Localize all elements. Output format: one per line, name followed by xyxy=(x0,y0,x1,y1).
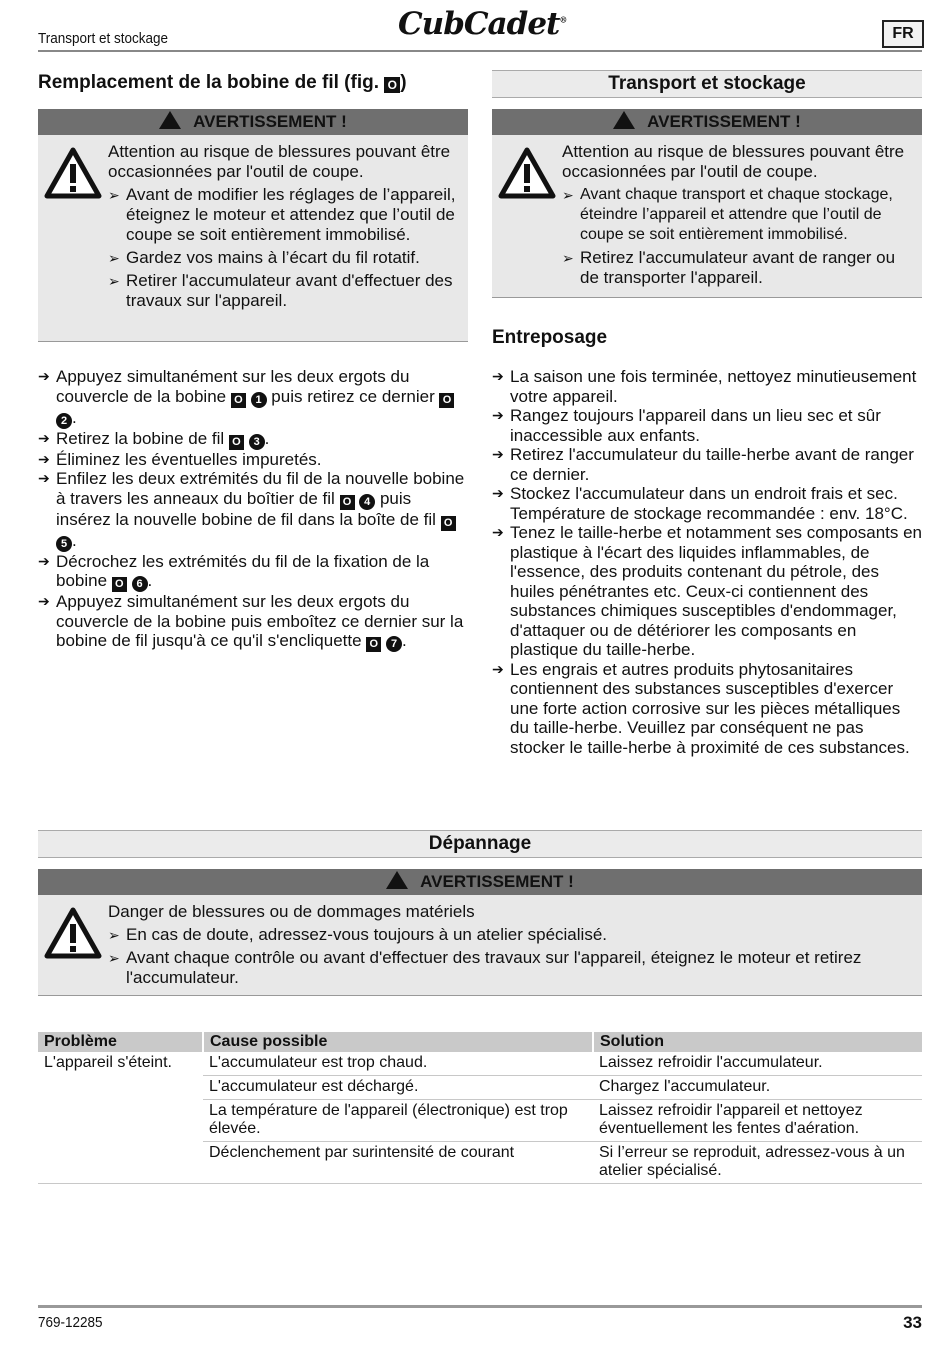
arrow-icon: ➔ xyxy=(492,660,504,677)
step-item: ➔ La saison une fois terminée, nettoyez minutieusement votre appareil. xyxy=(492,367,917,406)
callout-number: 3 xyxy=(249,434,265,450)
cause-cell: L'accumulateur est trop chaud. xyxy=(203,1052,593,1076)
arrow-icon: ➔ xyxy=(38,429,50,446)
table-row xyxy=(38,1052,922,1076)
warning-triangle-icon xyxy=(44,907,102,959)
troubleshooting-table xyxy=(38,1032,922,1184)
warning-header: AVERTISSEMENT ! xyxy=(38,869,922,895)
warning-item: ➢ En cas de doute, adressez-vous toujours à un atelier spécialisé. xyxy=(108,925,908,945)
step-item: ➔ Retirez la bobine de fil O 3 . xyxy=(38,428,270,448)
arrow-icon: ➔ xyxy=(38,552,50,569)
running-header: Transport et stockage xyxy=(38,30,169,47)
subsection-title-storage: Entreposage xyxy=(492,327,608,348)
warning-triangle-icon xyxy=(44,147,102,199)
column-header: Cause possible xyxy=(203,1032,593,1052)
warning-intro: Danger de blessures ou de dommages matériels xyxy=(108,902,475,921)
step-item: ➔ Enfilez les deux extrémités du fil de la nouvelle bobine à travers les anneaux du boîtier de fil O 4 puis insérez la nouvelle bobine de fil dans la boîte de fil O 5 . xyxy=(38,469,465,550)
warning-body xyxy=(492,135,922,298)
step-item: ➔ Décrochez les extrémités du fil de la fixation de la bobine O 6 . xyxy=(38,551,430,590)
figure-ref: O xyxy=(340,495,355,510)
warning-intro: Attention au risque de blessures pouvant être occasionnées par l'outil de coupe. xyxy=(108,142,451,181)
step-item: ➔ Éliminez les éventuelles impuretés. xyxy=(38,449,322,469)
solution-cell: Si l’erreur se reproduit, adressez-vous à un atelier spécialisé. xyxy=(593,1142,922,1184)
section-title-transport: Transport et stockage xyxy=(492,70,922,98)
warning-item: ➢ Avant chaque transport et chaque stockage, éteindre l’appareil et attendre que l’outil de coupe se soit entièrement immobilisé. xyxy=(562,185,917,245)
arrow-icon: ➔ xyxy=(492,446,504,462)
callout-number: 1 xyxy=(251,392,267,408)
document-number: 769-12285 xyxy=(38,1314,103,1331)
warning-item: ➢ Gardez vos mains à l’écart du fil rotatif. xyxy=(108,248,458,268)
warning-icon xyxy=(386,871,408,889)
page-number: 33 xyxy=(903,1313,922,1332)
table-header-row xyxy=(38,1032,922,1052)
warning-header: AVERTISSEMENT ! xyxy=(492,109,922,135)
arrow-icon: ➔ xyxy=(38,450,50,467)
step-item: ➔ Rangez toujours l'appareil dans un lieu sec et sûr inaccessible aux enfants. xyxy=(492,406,881,445)
callout-number: 7 xyxy=(386,636,402,652)
solution-cell: Chargez l'accumulateur. xyxy=(593,1076,922,1100)
warning-box-right xyxy=(492,109,922,298)
figure-ref: O xyxy=(439,393,454,408)
warning-triangle-icon xyxy=(498,147,556,199)
warning-item: ➢ Retirez l'accumulateur avant de ranger ou de transporter l'appareil. xyxy=(562,248,917,288)
arrow-icon: ➔ xyxy=(492,407,504,423)
warning-intro: Attention au risque de blessures pouvant être occasionnées par l'outil de coupe. xyxy=(562,142,905,181)
warning-icon xyxy=(613,111,635,129)
figure-ref: O xyxy=(112,577,127,592)
step-item: ➔ Stockez l'accumulateur dans un endroit frais et sec. Température de stockage recommandée : env. 18°C. xyxy=(492,484,908,523)
step-item: ➔ Tenez le taille-herbe et notamment ses composants en plastique à l'écart des liquides inflammables, de l'essence, des produits contenant du pétrole, des huiles pénétrantes etc. Ceux-ci contiennent des substances chimiques susceptibles d'endommager, d'attaquer ou de détériorer les composants en plastique du taille-herbe. xyxy=(492,523,923,659)
spool-steps xyxy=(38,367,468,652)
solution-cell: Laissez refroidir l'appareil et nettoyez éventuellement les fentes d'aération. xyxy=(593,1100,922,1142)
step-item: ➔ Appuyez simultanément sur les deux ergots du couvercle de la bobine O 1 puis retirez ce dernier O 2 . xyxy=(38,367,468,429)
column-header: Problème xyxy=(38,1032,203,1052)
language-badge: FR xyxy=(882,20,924,48)
warning-item: ➢ Avant chaque contrôle ou avant d'effectuer des travaux sur l'appareil, éteignez le moteur et retirez l'accumulateur. xyxy=(108,948,908,988)
warning-box-left xyxy=(38,109,468,342)
figure-ref: O xyxy=(441,516,456,531)
header-rule xyxy=(38,50,922,52)
problem-cell: L'appareil s'éteint. xyxy=(38,1052,203,1184)
figure-ref: O xyxy=(384,77,400,93)
callout-number: 5 xyxy=(56,536,72,552)
column-header: Solution xyxy=(593,1032,922,1052)
figure-ref: O xyxy=(229,435,244,450)
cause-cell: Déclenchement par surintensité de courant xyxy=(203,1142,593,1184)
cause-cell: La température de l'appareil (électronique) est trop élevée. xyxy=(203,1100,593,1142)
warning-header: AVERTISSEMENT ! xyxy=(38,109,468,135)
figure-ref: O xyxy=(231,393,246,408)
warning-body xyxy=(38,895,922,996)
arrow-icon: ➔ xyxy=(38,368,50,384)
warning-item: ➢ Retirer l'accumulateur avant d'effectuer des travaux sur l'appareil. xyxy=(108,271,458,311)
arrow-icon: ➔ xyxy=(38,593,50,609)
warning-icon xyxy=(159,111,181,129)
callout-number: 4 xyxy=(359,494,375,510)
callout-number: 6 xyxy=(132,576,148,592)
footer-rule xyxy=(38,1305,922,1308)
warning-item: ➢ Avant de modifier les réglages de l’appareil, éteignez le moteur et attendez que l’outil de coupe se soit entièrement immobilisé. xyxy=(108,185,458,245)
step-item: ➔ Retirez l'accumulateur du taille-herbe avant de ranger ce dernier. xyxy=(492,445,914,484)
callout-number: 2 xyxy=(56,413,72,429)
cause-cell: L'accumulateur est déchargé. xyxy=(203,1076,593,1100)
brand-logo: CubCadet® xyxy=(398,6,567,42)
solution-cell: Laissez refroidir l'accumulateur. xyxy=(593,1052,922,1076)
arrow-icon: ➔ xyxy=(492,524,504,540)
step-item: ➔ Appuyez simultanément sur les deux ergots du couvercle de la bobine puis emboîtez ce dernier sur la bobine de fil jusqu'à ce qu'il s'encliquette O 7 . xyxy=(38,592,464,650)
arrow-icon: ➔ xyxy=(38,470,50,486)
section-title-troubleshooting: Dépannage xyxy=(38,830,922,858)
step-item: ➔ Les engrais et autres produits phytosanitaires contiennent des substances susceptibles d'exercer une forte action corrosive sur les pièces métalliques du taille-herbe. Veuillez par conséquent ne pas stocker le taille-herbe à proximité de ces substances. xyxy=(492,659,910,757)
arrow-icon: ➔ xyxy=(492,485,504,501)
figure-ref: O xyxy=(366,637,381,652)
section-title-replace-spool: Remplacement de la bobine de fil (fig. O ) xyxy=(38,72,407,93)
arrow-icon: ➔ xyxy=(492,368,504,384)
warning-box-troubleshooting xyxy=(38,869,922,996)
warning-body xyxy=(38,135,468,342)
storage-steps xyxy=(492,367,922,757)
